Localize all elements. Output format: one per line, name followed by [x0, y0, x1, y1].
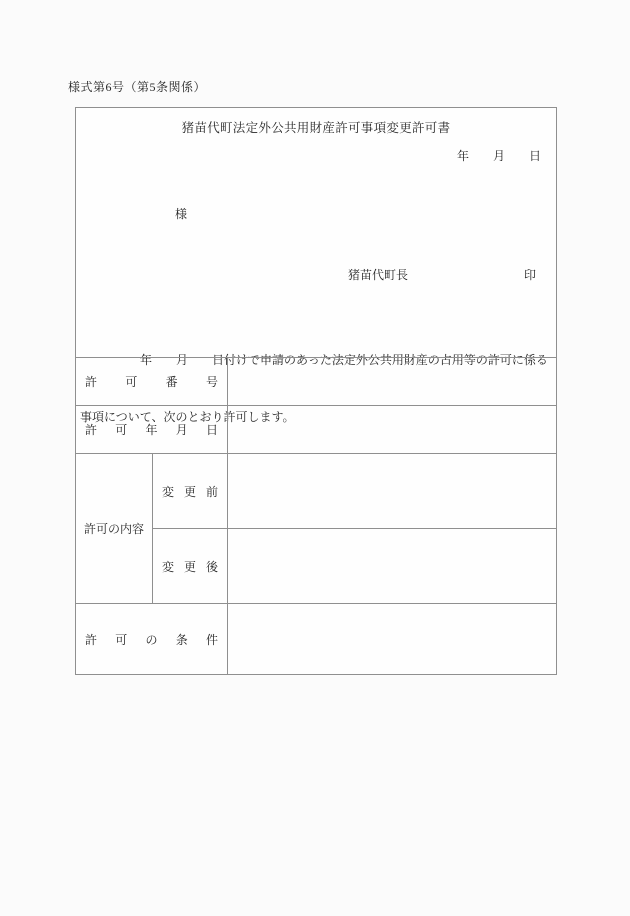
permit-form-box: [75, 107, 557, 675]
after-change-value-cell: [228, 529, 556, 604]
permit-number-label-cell: [76, 358, 228, 406]
issue-date-line: 年 月 日: [456, 149, 541, 163]
permit-conditions-value-cell: [228, 604, 556, 674]
issuer-row: [76, 266, 556, 282]
before-change-value-cell: [228, 454, 556, 529]
body-line-2: 事項について、次のとおり許可します。: [80, 410, 295, 424]
permit-content-label: 許可の内容: [83, 522, 144, 536]
issuer-name: 猪苗代町長: [348, 268, 409, 282]
seal-placeholder: 印: [523, 268, 536, 282]
before-change-label-cell: [153, 454, 228, 529]
after-change-label: 変 更 後: [162, 559, 218, 574]
permit-conditions-label: 許 可 の 条 件: [85, 632, 218, 647]
after-change-label-cell: [153, 529, 228, 604]
addressee-honorific: 様: [175, 207, 188, 221]
permit-content-label-cell: [76, 454, 153, 604]
permit-date-value-cell: [228, 406, 556, 454]
body-line-1: 年 月 日付けで申請のあった法定外公共用財産の占用等の許可に係る: [80, 353, 548, 367]
permit-date-label-cell: [76, 406, 228, 454]
permit-details-table: [76, 357, 556, 674]
permit-date-label: 許 可 年 月 日: [85, 423, 218, 437]
document-title: 猪苗代町法定外公共用財産許可事項変更許可書: [181, 121, 451, 135]
before-change-label: 変 更 前: [162, 484, 218, 499]
permit-conditions-label-cell: [76, 604, 228, 674]
form-number-label: 様式第6号（第5条関係）: [68, 80, 207, 94]
permit-number-label: 許 可 番 号: [85, 375, 218, 389]
permit-number-value-cell: [228, 358, 556, 406]
